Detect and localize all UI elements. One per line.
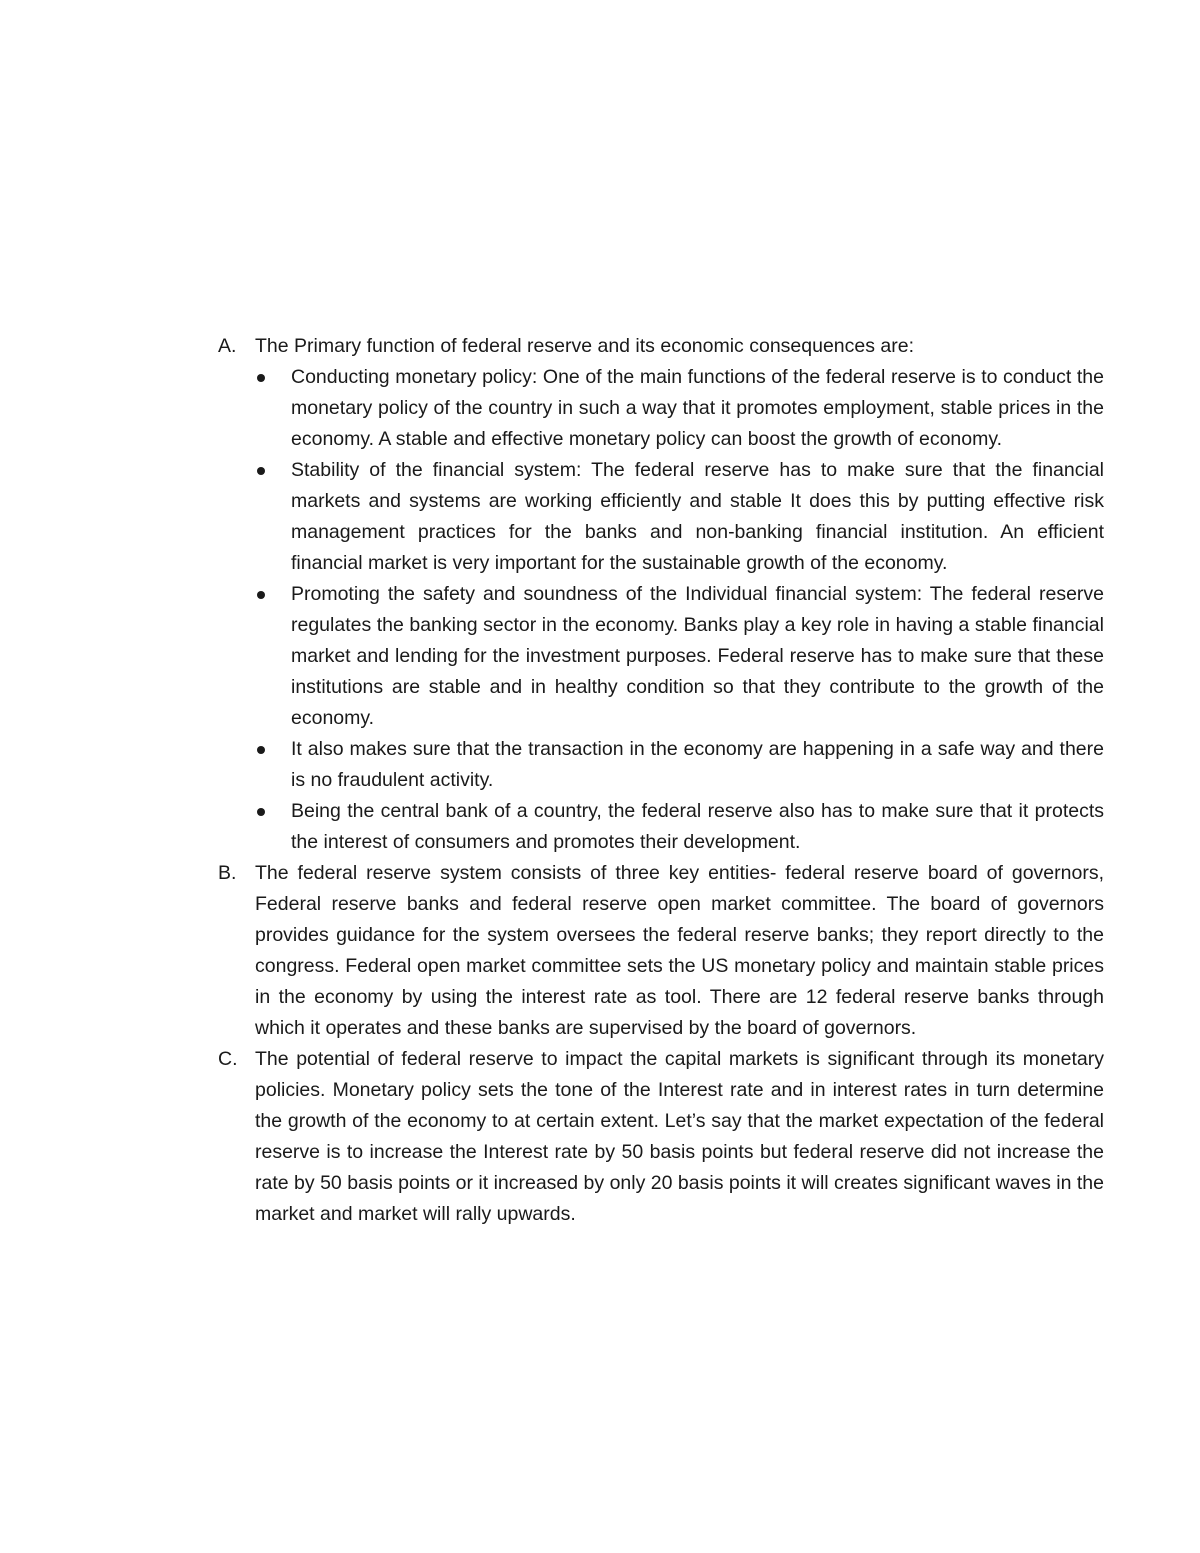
section-paragraph: The potential of federal reserve to impact the capital markets is significant through its monetary policies. Monetary policy sets the tone of the Interest rate and in interest rates in turn determine the growth of the economy to at certain extent. Let’s say that the market expectation of the federal reserve is to increase the Interest rate by 50 basis points but federal reserve did not increase the rate by 50 basis points or it increased by only 20 basis points it will creates significant waves in the market and market will rally upwards. [255, 1048, 1104, 1225]
section-paragraph: The federal reserve system consists of three key entities- federal reserve board of governors, Federal reserve banks and federal reserve open market committee. The board of governors provides guidance for the system oversees the federal reserve banks; they report directly to the congress. Federal open market committee sets the US monetary policy and maintain stable prices in the economy by using the interest rate as tool. There are 12 federal reserve banks through which it operates and these banks are supervised by the board of governors. [255, 862, 1104, 1039]
bullet-list [255, 362, 1104, 858]
bullet-item [255, 362, 1104, 455]
bullet-text: Being the central bank of a country, the federal reserve also has to make sure that it protects the interest of consumers and promotes their development. [291, 800, 1104, 853]
document-body [218, 331, 1104, 1230]
section-marker: B. [218, 862, 237, 884]
bullet-icon [257, 591, 265, 599]
section-heading: The Primary function of federal reserve and its economic consequences are: [255, 335, 915, 357]
bullet-item [255, 734, 1104, 796]
section-marker: C. [218, 1048, 238, 1070]
bullet-text: Conducting monetary policy: One of the main functions of the federal reserve is to conduct the monetary policy of the country in such a way that it promotes employment, stable prices in the economy. A stable and effective monetary policy can boost the growth of economy. [291, 366, 1104, 450]
bullet-icon [257, 467, 265, 475]
bullet-item [255, 796, 1104, 858]
section-c [218, 1044, 1104, 1230]
bullet-icon [257, 374, 265, 382]
section-a [218, 331, 1104, 858]
bullet-text: Promoting the safety and soundness of the Individual financial system: The federal reserve regulates the banking sector in the economy. Banks play a key role in having a stable financial market and lending for the investment purposes. Federal reserve has to make sure that these institutions are stable and in healthy condition so that they contribute to the growth of the economy. [291, 583, 1104, 729]
bullet-text: Stability of the financial system: The federal reserve has to make sure that the financial markets and systems are working efficiently and stable It does this by putting effective risk management practices for the banks and non-banking financial institution. An efficient financial market is very important for the sustainable growth of the economy. [291, 459, 1104, 574]
section-b [218, 858, 1104, 1044]
bullet-text: It also makes sure that the transaction in the economy are happening in a safe way and there is no fraudulent activity. [291, 738, 1104, 791]
section-marker: A. [218, 335, 237, 357]
bullet-icon [257, 746, 265, 754]
bullet-item [255, 579, 1104, 734]
bullet-item [255, 455, 1104, 579]
bullet-icon [257, 808, 265, 816]
